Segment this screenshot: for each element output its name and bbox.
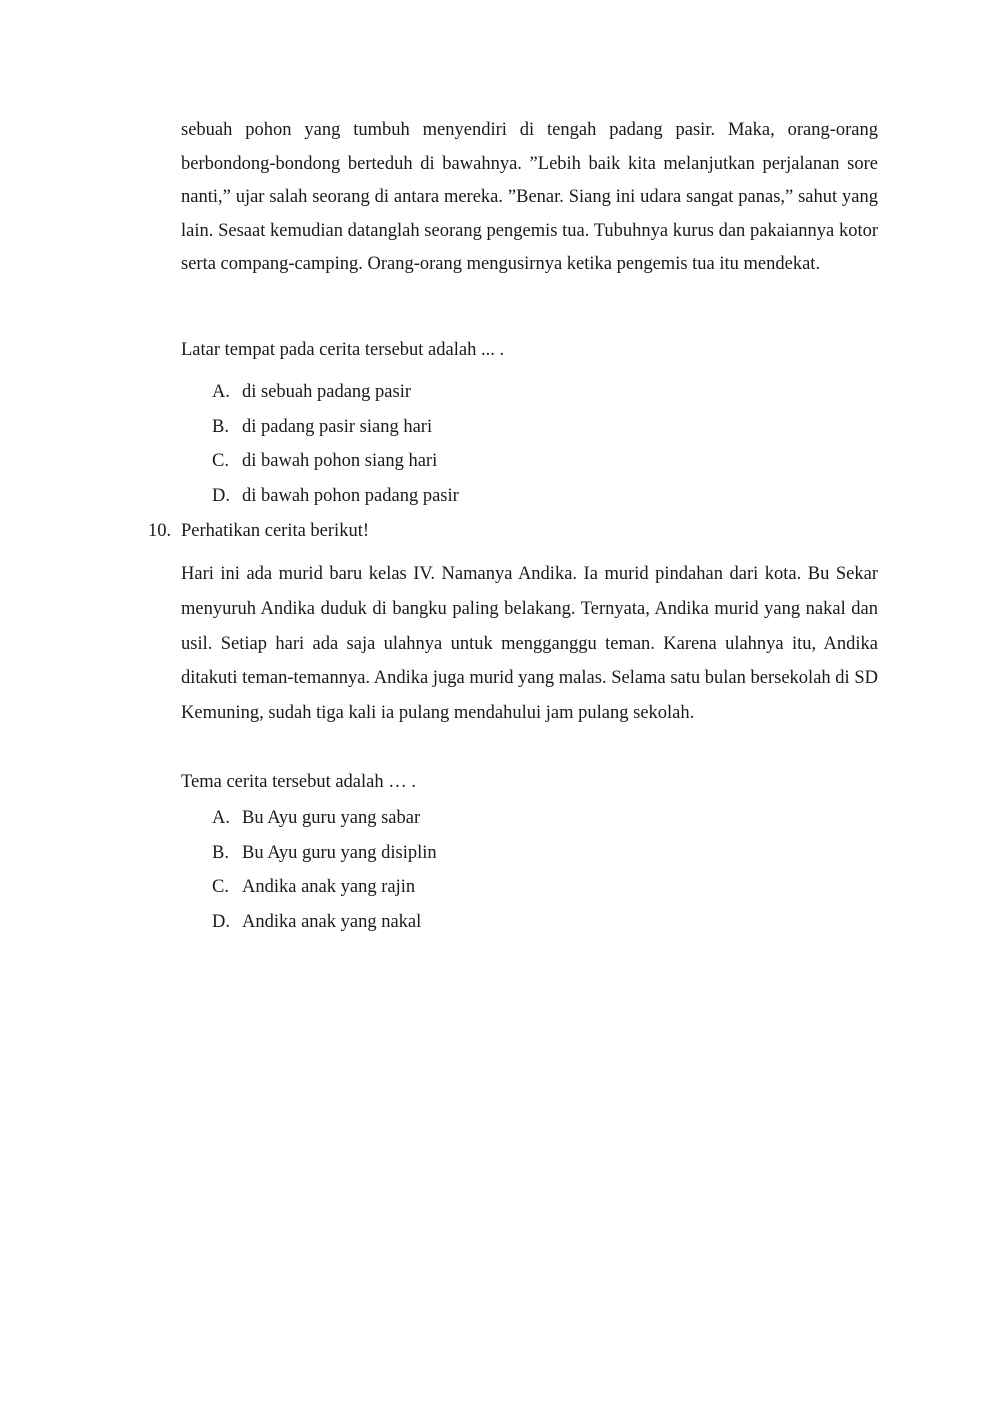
question-9-stem: Latar tempat pada cerita tersebut adalah ... . [181,340,505,360]
option-c [212,449,459,484]
option-d [212,910,437,945]
question-10-stem: Tema cerita tersebut adalah … . [181,772,416,792]
option-letter: B. [212,416,229,437]
option-letter: A. [212,382,230,402]
option-b [212,841,437,876]
option-letter: A. [212,808,230,828]
option-letter: C. [212,877,229,898]
option-a [212,806,437,841]
option-text: di padang pasir siang hari [242,416,433,437]
option-c [212,875,437,910]
option-text: di bawah pohon siang hari [242,451,438,472]
option-letter: C. [212,451,229,472]
option-text: Bu Ayu guru yang disiplin [242,842,437,863]
question-number: 10. [148,521,172,541]
option-a [212,380,459,415]
option-text: di bawah pohon padang pasir [242,486,459,507]
question-10-heading [148,519,369,543]
option-text: Bu Ayu guru yang sabar [242,808,421,828]
option-letter: D. [212,912,230,933]
question-9-options [212,380,459,519]
option-text: Andika anak yang rajin [242,877,416,898]
question-instruction: Perhatikan cerita berikut! [181,521,369,541]
question-10-options [212,806,437,945]
story-passage-1: sebuah pohon yang tumbuh menyendiri di tengah padang pasir. Maka, orang-orang berbondong-bondong berteduh di bawahnya. ”Lebih baik kita melanjutkan perjalanan sore nanti,” ujar salah seorang di antara mereka. ”Benar. Siang ini udara sangat panas,” sahut yang lain. Sesaat kemudian datanglah seorang pengemis tua. Tubuhnya kurus dan pakaiannya kotor serta compang-camping. Orang-orang mengusirnya ketika pengemis tua itu mendekat. [181,120,878,274]
story-passage-2: Hari ini ada murid baru kelas IV. Namanya Andika. Ia murid pindahan dari kota. Bu Sekar menyuruh Andika duduk di bangku paling belakang. Ternyata, Andika murid yang nakal dan usil. Setiap hari ada saja ulahnya untuk mengganggu teman. Karena ulahnya itu, Andika ditakuti teman-temannya. Andika juga murid yang malas. Selama satu bulan bersekolah di SD Kemuning, sudah tiga kali ia pulang mendahului jam pulang sekolah. [181,564,878,724]
option-text: Andika anak yang nakal [242,912,422,933]
option-b [212,415,459,450]
option-d [212,484,459,519]
option-letter: B. [212,842,229,863]
option-letter: D. [212,486,230,507]
option-text: di sebuah padang pasir [242,382,412,402]
